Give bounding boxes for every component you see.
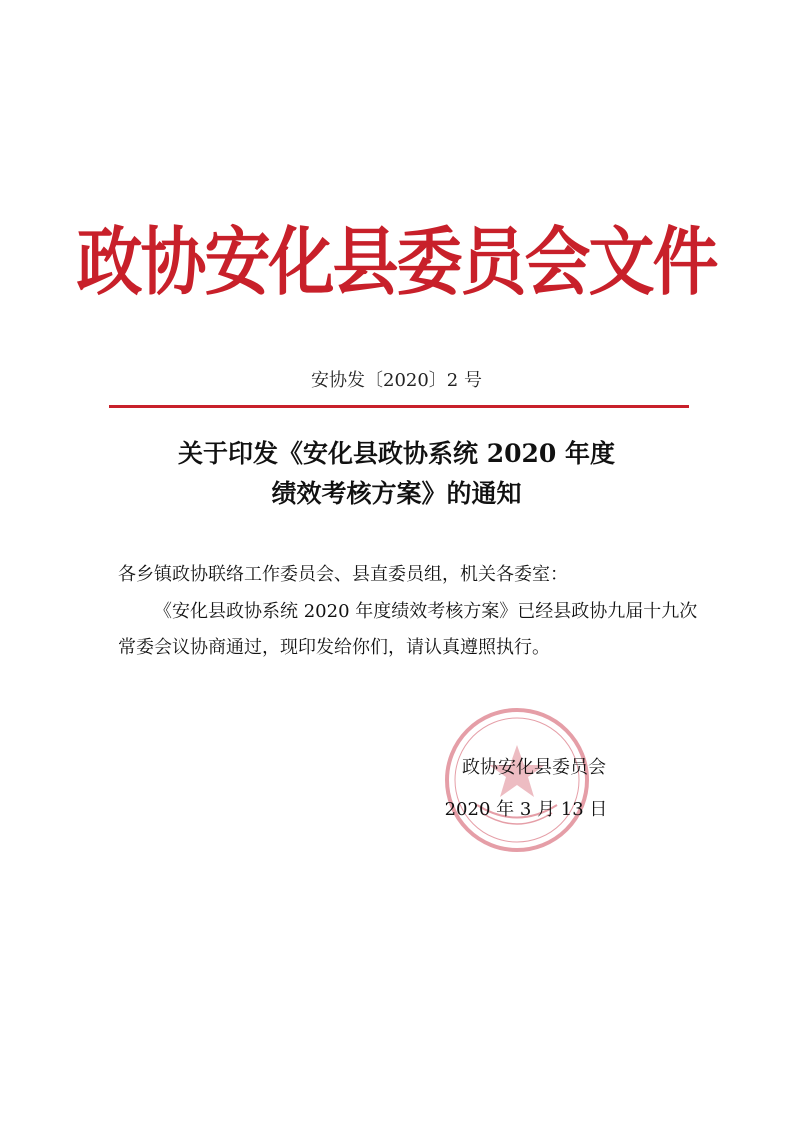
signature-date: 2020 年 3 月 13 日 [444, 799, 608, 820]
official-seal-stamp [442, 705, 592, 855]
notice-title [0, 434, 793, 514]
notice-title-line-1: 关于印发《安化县政协系统 2020 年度 [178, 439, 615, 468]
addressee-line: 各乡镇政协联络工作委员会、县直委员组，机关各委室： [118, 564, 568, 585]
document-header-title: 政协安化县委员会文件 [76, 219, 717, 306]
document-number: 安协发〔2020〕2 号 [311, 370, 482, 391]
body-paragraph: 《安化县政协系统 2020 年度绩效考核方案》已经县政协九届十九次常委会议协商通过，现印发给你们，请认真遵照执行。 [118, 601, 698, 658]
signature-organization: 政协安化县委员会 [462, 757, 606, 778]
notice-title-line-2: 绩效考核方案》的通知 [271, 479, 522, 508]
red-separator-line [109, 405, 689, 408]
